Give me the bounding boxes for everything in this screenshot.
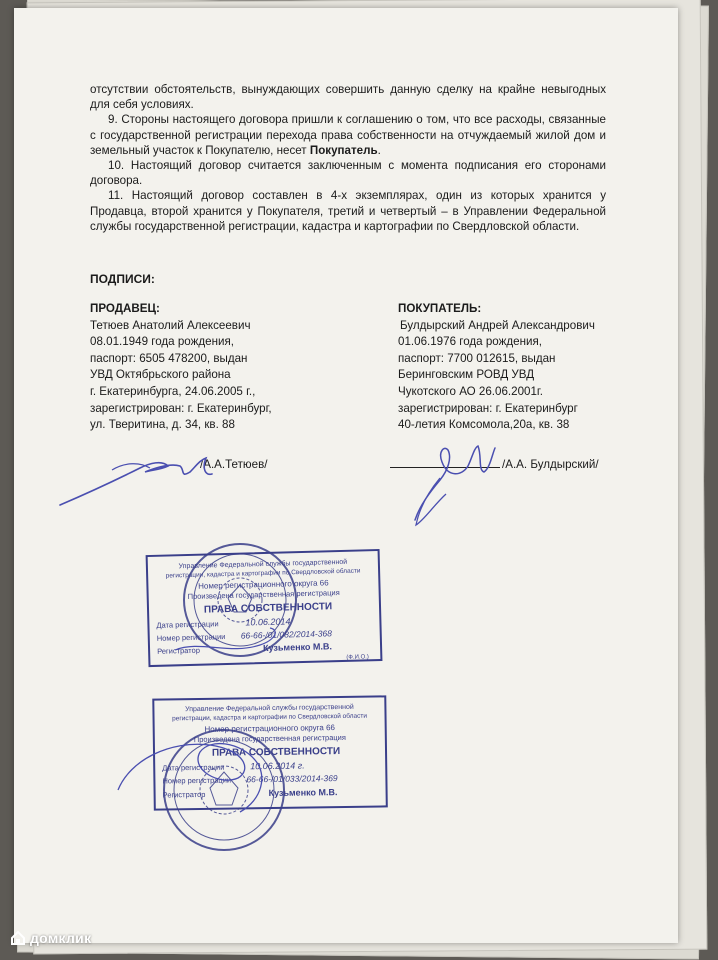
stamp-top-date-label: Дата регистрации <box>156 619 219 630</box>
stamp-bottom-line2: регистрации, кадастра и картографии по Свердловской области <box>172 712 368 723</box>
seller-signature-label: /А.А.Тетюев/ <box>200 458 268 471</box>
paragraph-9-bold: Покупатель <box>309 143 378 157</box>
signatures-heading: ПОДПИСИ: <box>90 272 155 286</box>
stamp-top-reg-value: Кузьменко М.В. <box>262 641 333 654</box>
seller-line: зарегистрирован: г. Екатеринбург, <box>90 401 272 415</box>
stamp-bottom-title: ПРАВА СОБСТВЕННОСТИ <box>211 746 341 759</box>
paragraph-10-text: Настоящий договор считается заключенным с момента подписания его сторонами договора. <box>90 159 606 188</box>
paragraph-9-end: . <box>377 143 381 157</box>
seller-line: Тетюев Анатолий Алексеевич <box>90 318 251 332</box>
buyer-line: зарегистрирован: г. Екатеринбург <box>398 401 578 415</box>
buyer-signature <box>415 446 495 520</box>
stamp-bottom-date-value: 10.06.2014 г. <box>250 760 305 772</box>
paragraph-11-number: 11. <box>108 189 124 203</box>
seller-line: г. Екатеринбурга, 24.06.2005 г., <box>90 384 256 398</box>
stamp-bottom-line3: Номер регистрационного округа 66 <box>204 723 336 734</box>
stamp-top-line1: Управление Федеральной службы государственной <box>178 558 348 571</box>
buyer-line: Беринговским РОВД УВД <box>398 368 535 382</box>
stamp-top-reg-label: Регистратор <box>157 645 201 656</box>
seller-heading: ПРОДАВЕЦ: <box>90 302 160 315</box>
stamp-top-title: ПРАВА СОБСТВЕННОСТИ <box>203 601 333 616</box>
paragraph-9-text: Стороны настоящего договора пришли к соглашению о том, что все расходы, связанные с государственной регистрации перехода права собственности на отчуждаемый жилой дом и земельный участок к Покупателю, несет <box>90 113 606 157</box>
buyer-signature-label: /А.А. Булдырский/ <box>502 458 599 471</box>
paragraph-continuation: отсутствии обстоятельств, вынуждающих совершить данную сделку на крайне невыгодных для себя условиях. <box>90 83 606 112</box>
buyer-line: 01.06.1976 года рождения, <box>398 335 542 349</box>
buyer-heading: ПОКУПАТЕЛЬ: <box>398 302 482 315</box>
stamp-bottom-num-label: Номер регистрации <box>162 775 232 786</box>
stamp-bottom-num-value: 66-66-/01/033/2014-369 <box>246 773 338 785</box>
paragraph-11-text: Настоящий договор составлен в 4-х экземплярах, один из которых хранится у Продавца, второй хранится у Покупателя, третий и четвертый – в Управлении Федеральной службы государственной регистрации, кадастра и картографии по Свердловской области. <box>90 189 606 233</box>
buyer-signature-loop <box>416 478 446 525</box>
buyer-line: паспорт: 7700 012615, выдан <box>398 351 556 365</box>
stamp-bottom-date-label: Дата регистрации <box>162 762 225 773</box>
stamp-bottom-reg-value: Кузьменко М.В. <box>268 787 338 799</box>
registration-stamp-top <box>147 550 382 666</box>
seller-line: паспорт: 6505 478200, выдан <box>90 351 248 365</box>
home-icon <box>10 930 26 946</box>
paragraph-10-number: 10. <box>108 159 125 173</box>
stamp-bottom-line1: Управление Федеральной службы государственной <box>185 703 354 714</box>
stamp-top-line2: регистрации, кадастра и картографии по Свердловской области <box>165 567 361 580</box>
buyer-line: 40-летия Комсомола,20а, кв. 38 <box>398 418 570 432</box>
watermark-text: домклик <box>30 930 92 946</box>
stamp-top-line4: Произведена государственная регистрация <box>187 588 340 602</box>
seller-line: 08.01.1949 года рождения, <box>90 335 234 349</box>
buyer-line: Булдырский Андрей Александрович <box>400 318 595 332</box>
seller-signature <box>60 458 212 505</box>
stamp-top-line3: Номер регистрационного округа 66 <box>198 578 329 591</box>
stamp-top-reg-sub: (Ф.И.О.) <box>346 654 369 661</box>
paragraph-9-number: 9. <box>108 113 118 127</box>
domclick-watermark <box>10 930 91 946</box>
stamp-bottom-line4: Произведена государственная регистрация <box>193 732 346 745</box>
seller-line: УВД Октябрьского района <box>90 368 231 382</box>
stamp-top-num-value: 66-66-/01/082/2014-368 <box>240 628 333 641</box>
stamp-bottom-reg-label: Регистратор <box>162 789 206 800</box>
seller-line: ул. Тверитина, д. 34, кв. 88 <box>90 418 235 432</box>
stamp-top-date-value: 10.06.2014 <box>245 616 291 628</box>
stamp-top-num-label: Номер регистрации <box>156 632 226 643</box>
buyer-line: Чукотского АО 26.06.2001г. <box>398 384 543 398</box>
